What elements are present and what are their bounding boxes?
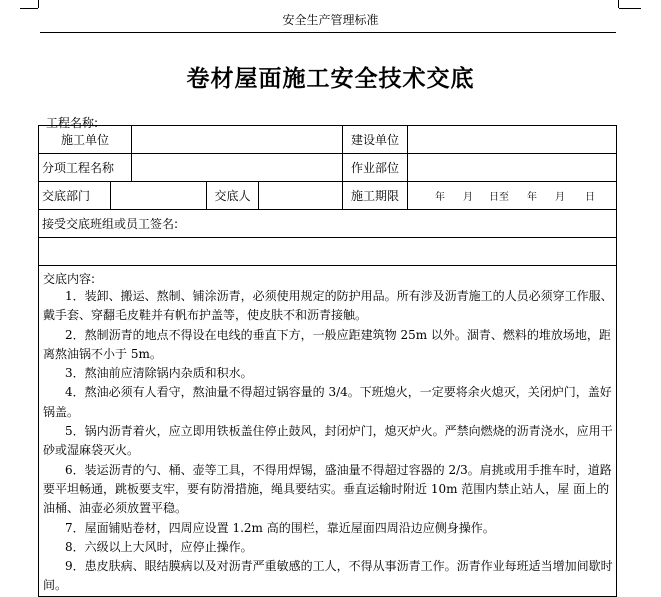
crop-mark [619,8,641,9]
build-unit-label: 建设单位 [343,126,408,154]
construction-unit-label: 施工单位 [39,126,132,154]
period-label: 施工期限 [343,182,408,210]
content-item: 4．熬油必须有人看守，熬油量不得超过锅容量的 3/4。下班熄火，一定要将余火熄灭，关闭炉门，盖好锅盖。 [43,385,612,419]
build-unit-value[interactable] [408,126,617,154]
project-name-label: 工程名称: [46,116,99,130]
crop-mark [38,0,39,8]
period-month: 月 [463,192,474,203]
page-header: 安全生产管理标准 [282,13,379,27]
header-rule [40,32,616,33]
content-cell [39,266,617,597]
handover-person-value[interactable] [259,182,343,210]
handover-form [38,125,617,597]
content-label: 交底内容: [43,272,96,286]
content-item: 2．熬制沥青的地点不得设在电线的垂直下方，一般应距建筑物 25m 以外。涸青、燃料的堆放场地，距离熬油锅不小于 5m。 [43,327,611,361]
work-dept-value[interactable] [408,154,617,182]
content-item: 8．六级以上大风时，应停止操作。 [65,539,253,554]
handover-dept-value[interactable] [111,182,207,210]
content-item: 5．锅内沥青着火，应立即用铁板盖住停止鼓风，封闭炉门，熄灭炉火。严禁向燃烧的沥青浇水，应用干砂或湿麻袋灭火。 [43,424,613,458]
content-item: 3．熬油前应清除锅内杂质和积水。 [65,366,253,381]
period-year-end: 年 [527,192,538,203]
document-title: 卷材屋面施工安全技术交底 [186,66,475,92]
content-item: 7．屋面铺贴卷材，四周应设置 1.2m 高的围栏，靠近屋面四周沿边应侧身操作。 [65,520,495,535]
signature-label: 接受交底班组或员工签名: [39,210,617,238]
period-year: 年 [435,192,446,203]
content-item: 6．装运沥青的勺、桶、壶等工具，不得用焊锡，盛油量不得超过容器的 2/3。肩挑或用手推车时，道路要平坦畅通，跳板要支牢，要有防滑措施，绳具要结实。垂直运输时附近 10m 范围内禁止站人，屋 面上的油桶、油壶必须放置平稳。 [43,462,612,516]
crop-mark [20,8,38,9]
subproject-name-value[interactable] [132,154,343,182]
content-item: 1．装卸、搬运、熬制、铺涂沥青，必须使用规定的防护用品。所有涉及沥青施工的人员必须穿工作服、戴手套、穿翻毛皮鞋并有帆布护盖等，使皮肤不和沥青接触。 [43,289,613,323]
period-month-end: 月 [555,192,566,203]
work-dept-label: 作业部位 [343,154,408,182]
period-day-end: 日 [585,192,596,203]
crop-mark [618,0,619,8]
handover-dept-label: 交底部门 [39,182,111,210]
handover-person-label: 交底人 [207,182,259,210]
period-value[interactable] [408,182,617,210]
construction-unit-value[interactable] [132,126,343,154]
content-items [39,287,616,596]
subproject-name-label: 分项工程名称 [39,154,132,182]
content-item: 9．患皮肤病、眼结膜病以及对沥青严重敏感的工人，不得从事沥青工作。沥青作业每班适当增加间歇时间。 [43,559,613,593]
period-day-to: 日至 [489,192,510,203]
signature-area[interactable] [39,238,617,266]
